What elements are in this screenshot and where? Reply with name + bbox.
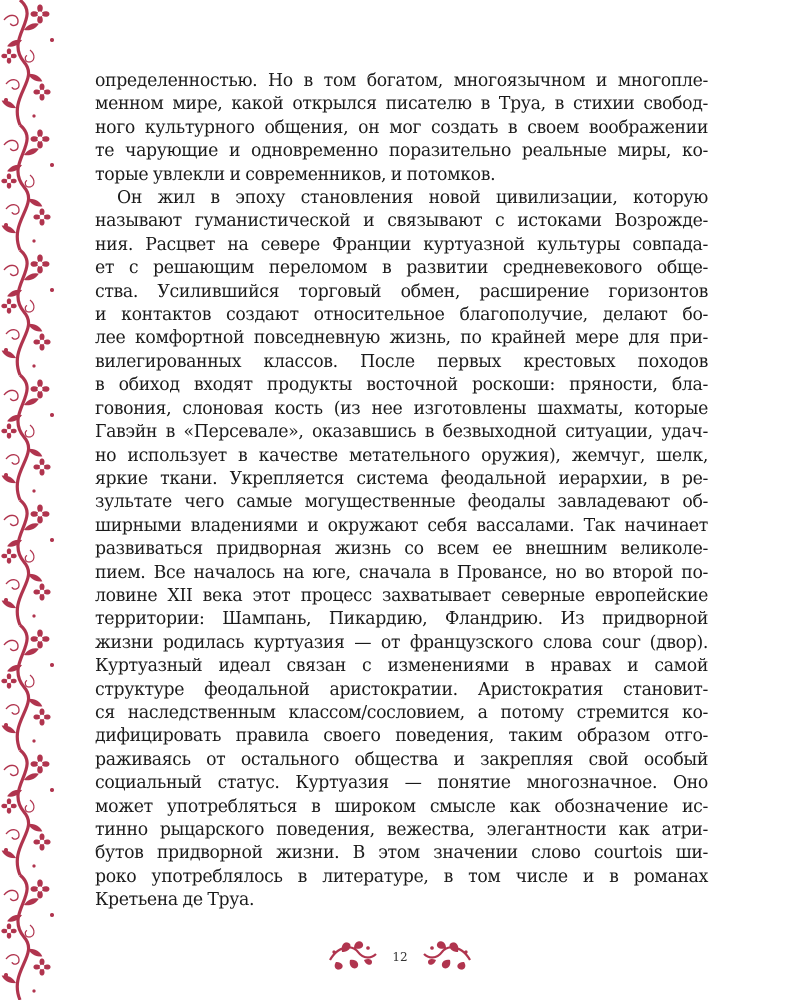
text-line: территории: Шампань, Пикардию, Фландрию. Из придворной [95, 609, 708, 630]
text-line: зультате чего самые могущественные феодалы завладевают об- [95, 492, 708, 513]
text-line: те чарующие и одновременно поразительно реальные миры, ко- [95, 141, 708, 162]
text-line: называют гуманистической и связывают с истоками Возрожде- [95, 211, 708, 232]
text-line: ния. Расцвет на севере Франции куртуазной культуры совпада- [95, 234, 708, 255]
text-line: менном мире, какой открылся писателю в Труа, в стихии свобод- [95, 94, 708, 115]
text-line: ет с решающим переломом в развитии средневекового обще- [95, 258, 708, 279]
text-line: и контактов создают относительное благополучие, делают бо- [95, 305, 708, 326]
text-line: Куртуазный идеал связан с изменениями в нравах и самой [95, 656, 708, 677]
text-line: бутов придворной жизни. В этом значении слово courtois ши- [95, 843, 708, 864]
text-line: яркие ткани. Укрепляется система феодальной иерархии, в ре- [95, 468, 708, 489]
floral-border-ornament [0, 0, 62, 1000]
text-line: ного культурного общения, он мог создать в своем воображении [95, 117, 708, 138]
text-line: развиваться придворная жизнь со всем ее внешним великоле- [95, 539, 708, 560]
text-line: ся наследственным классом/сословием, а потому стремится ко- [95, 702, 708, 723]
text-line: жизни родилась куртуазия — от французского слова cour (двор). [95, 632, 708, 653]
text-line: раживаясь от остального общества и закрепляя свой особый [95, 749, 708, 770]
text-line: ширными владениями и окружают себя вассалами. Так начинает [95, 515, 708, 536]
text-line: может употребляться в широком смысле как обозначение ис- [95, 796, 708, 817]
text-line: Кретьена де Труа. [95, 890, 255, 911]
text-line: ловине XII века этот процесс захватывает северные европейские [95, 585, 708, 606]
text-line: торые увлекли и современников, и потомков. [95, 164, 496, 185]
text-line: говония, слоновая кость (из нее изготовлены шахматы, которые [95, 398, 708, 419]
text-line: дифицировать правила своего поведения, таким образом отго- [95, 726, 708, 747]
text-line: структуре феодальной аристократии. Аристократия становит- [95, 679, 708, 700]
text-line: но использует в качестве метательного оружия), жемчуг, шелк, [95, 445, 708, 466]
floral-flourish-left-icon [328, 938, 378, 974]
text-line: определенностью. Но в том богатом, многоязычном и многопле- [95, 71, 708, 91]
text-line: лее комфортной повседневную жизнь, по крайней мере для при- [95, 328, 708, 349]
page-footer [0, 938, 800, 978]
text-line: социальный статус. Куртуазия — понятие многозначное. Оно [95, 773, 708, 794]
text-line: тинно рыцарского поведения, вежества, элегантности как атри- [95, 820, 708, 840]
page-number: 12 [392, 950, 408, 964]
body-text [95, 70, 708, 913]
text-line: вилегированных классов. После первых крестовых походов [95, 351, 708, 372]
text-line: в обиход входят продукты восточной роскоши: пряности, бла- [95, 375, 708, 396]
text-line: ства. Усилившийся торговый обмен, расширение горизонтов [95, 281, 708, 302]
text-line: роко употреблялось в литературе, в том числе и в романах [95, 866, 708, 887]
text-line: пием. Все началось на юге, сначала в Провансе, но во второй по- [95, 562, 708, 583]
paragraph-first-line: Он жил в эпоху становления новой цивилизации, которую [117, 188, 708, 209]
text-line: Гавэйн в «Персевале», оказавшись в безвыходной ситуации, удач- [95, 422, 708, 443]
floral-flourish-right-icon [422, 938, 472, 974]
